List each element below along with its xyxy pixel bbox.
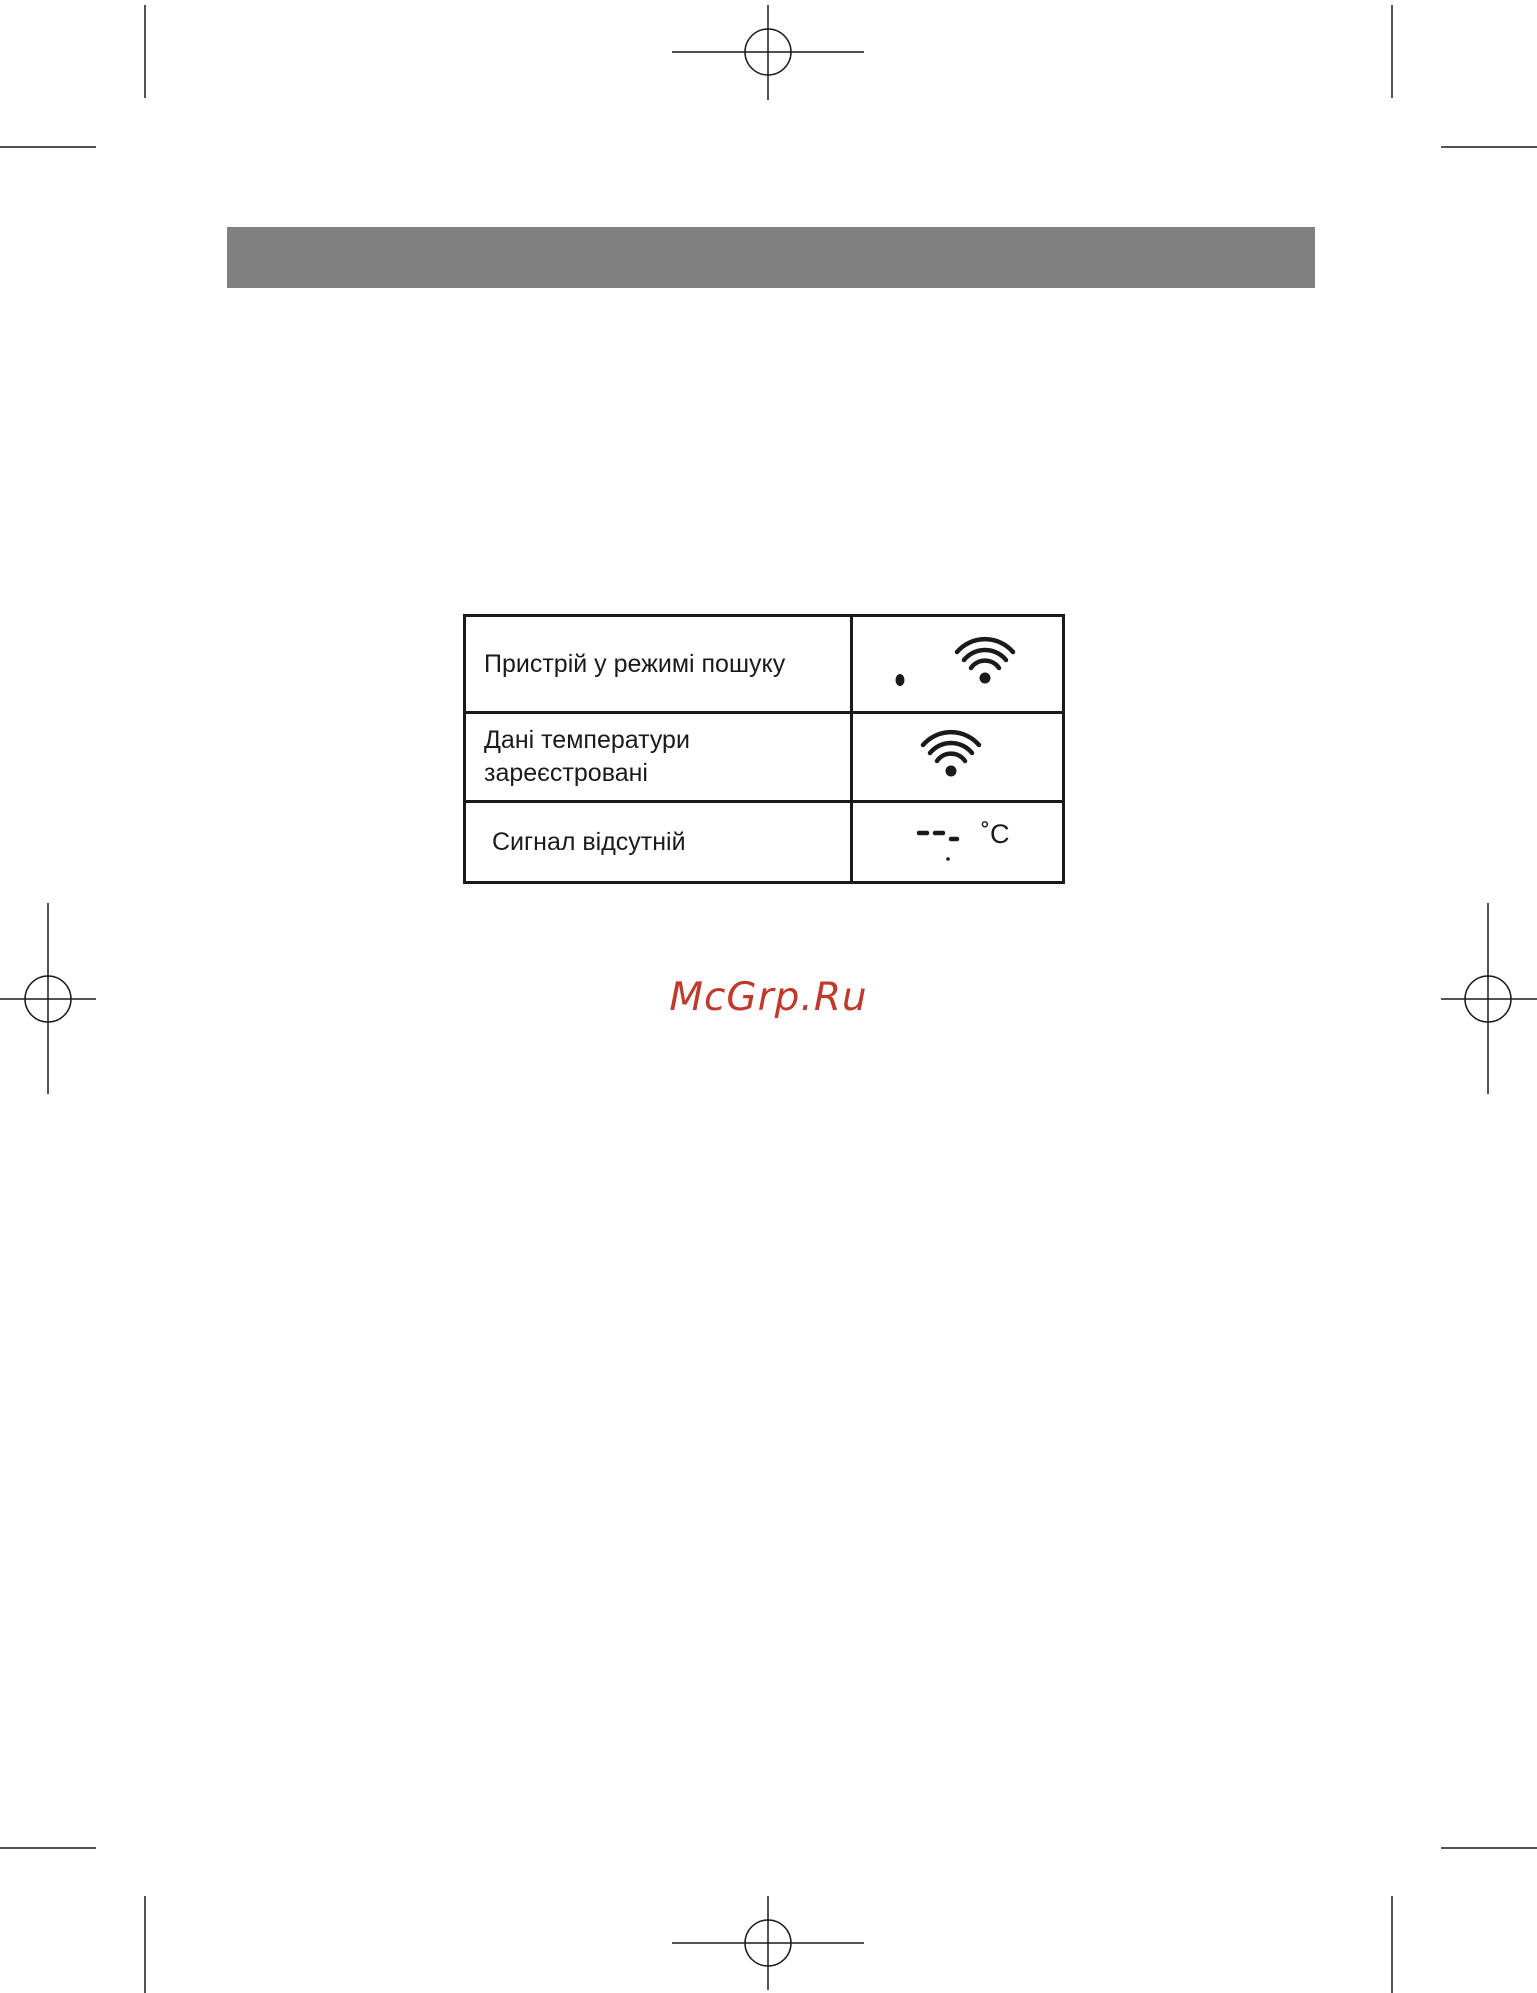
header-band [227, 227, 1315, 288]
no-signal-dashes [853, 803, 973, 881]
signal-icon [853, 714, 1085, 800]
watermark: McGrp.Ru [669, 975, 868, 1020]
dot-and-signal-icon [853, 617, 1085, 711]
row-label-line-1: Дані температури [484, 726, 690, 754]
symbol-cell-no-signal [852, 802, 1064, 883]
symbol-cell-registered [852, 713, 1064, 802]
table-row [465, 616, 1064, 713]
celsius-unit: ˚C [981, 819, 1010, 849]
row-label-no-signal: Сигнал відсутній [465, 802, 852, 883]
status-table [463, 614, 1065, 884]
row-label-registered [465, 713, 852, 802]
row-label-line-2: зареєстровані [484, 759, 648, 787]
row-label-searching: Пристрій у режимі пошуку [465, 616, 852, 713]
table-row [465, 802, 1064, 883]
symbol-cell-searching [852, 616, 1064, 713]
table-row [465, 713, 1064, 802]
